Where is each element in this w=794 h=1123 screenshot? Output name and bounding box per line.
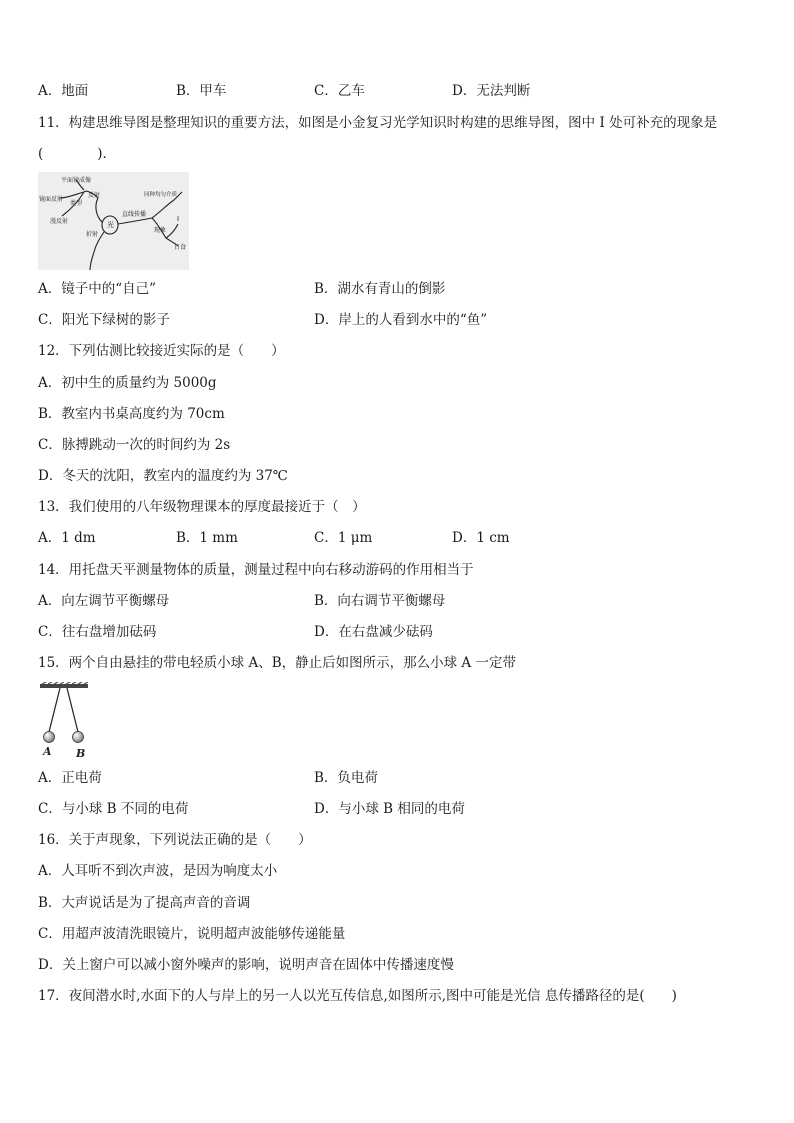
q12-option-a: A．初中生的质量约为 5000g bbox=[38, 375, 217, 391]
q13-option-d: D．1 cm bbox=[452, 530, 510, 546]
q11-blank: ( )． bbox=[38, 146, 117, 162]
charged-balls-diagram bbox=[38, 682, 90, 760]
q13-option-a: A．1 dm bbox=[38, 530, 96, 546]
q15-pendulum-figure bbox=[38, 682, 90, 760]
q11-option-a: A．镜子中的“自己” bbox=[38, 281, 157, 297]
mindmap-label: 直线传播 bbox=[122, 211, 147, 218]
q11-stem: 11．构建思维导图是整理知识的重要方法，如图是小金复习光学知识时构建的思维导图，图中 I 处可补充的现象是 bbox=[38, 115, 718, 131]
q16-option-a: A．人耳听不到次声波，是因为响度太小 bbox=[38, 863, 278, 879]
q13-stem: 13．我们使用的八年级物理课本的厚度最接近于（ ） bbox=[38, 499, 366, 515]
q15-option-a: A．正电荷 bbox=[38, 770, 102, 786]
mindmap-label: 类型 bbox=[70, 200, 83, 207]
q14-option-d: D．在右盘减少砝码 bbox=[314, 624, 433, 640]
mindmap-label: 镜面反射 bbox=[39, 196, 64, 203]
q11-mindmap-figure bbox=[38, 172, 189, 270]
q16-option-c: C．用超声波清洗眼镜片，说明超声波能够传递能量 bbox=[38, 926, 346, 942]
q16-option-d: D．关上窗户可以减小窗外噪声的影响，说明声音在固体中传播速度慢 bbox=[38, 957, 454, 973]
q12-stem: 12．下列估测比较接近实际的是（ ） bbox=[38, 343, 285, 359]
q13-option-c: C．1 μm bbox=[314, 530, 373, 546]
q15-option-c: C．与小球 B 不同的电荷 bbox=[38, 801, 189, 817]
q13-option-b: B．1 mm bbox=[176, 530, 238, 546]
q10-option-a: A．地面 bbox=[38, 83, 89, 99]
mindmap-label: 平面镜成像 bbox=[61, 177, 92, 184]
q12-option-b: B．教室内书桌高度约为 70cm bbox=[38, 406, 225, 422]
mindmap-label: 光 bbox=[107, 221, 114, 229]
q12-option-c: C．脉搏跳动一次的时间约为 2s bbox=[38, 437, 231, 453]
q10-option-b: B．甲车 bbox=[176, 83, 227, 99]
mindmap-label: I bbox=[177, 215, 180, 223]
q12-option-d: D．冬天的沈阳，教室内的温度约为 37℃ bbox=[38, 468, 288, 484]
q14-option-a: A．向左调节平衡螺母 bbox=[38, 593, 170, 609]
ball-b bbox=[73, 732, 84, 743]
q15-stem: 15．两个自由悬挂的带电轻质小球 A、B，静止后如图所示，那么小球 A 一定带 bbox=[38, 655, 516, 671]
ball-a bbox=[44, 732, 55, 743]
q10-option-c: C．乙车 bbox=[314, 83, 365, 99]
q15-option-d: D．与小球 B 相同的电荷 bbox=[314, 801, 465, 817]
thread-a bbox=[49, 688, 60, 732]
q10-option-d: D．无法判断 bbox=[452, 83, 531, 99]
q11-option-d: D．岸上的人看到水中的“鱼” bbox=[314, 312, 488, 328]
q11-option-c: C．阳光下绿树的影子 bbox=[38, 312, 170, 328]
label-a: A bbox=[43, 745, 52, 758]
mindmap-label: 反射 bbox=[88, 192, 101, 199]
q14-stem: 14．用托盘天平测量物体的质量，测量过程中向右移动游码的作用相当于 bbox=[38, 562, 474, 578]
ceiling-bar bbox=[40, 684, 88, 688]
mindmap-diagram bbox=[38, 172, 189, 270]
q16-stem: 16．关于声现象，下列说法正确的是（ ） bbox=[38, 832, 312, 848]
mindmap-label: 漫反射 bbox=[50, 218, 69, 225]
q11-option-b: B．湖水有青山的倒影 bbox=[314, 281, 446, 297]
q15-option-b: B．负电荷 bbox=[314, 770, 378, 786]
q14-option-b: B．向右调节平衡螺母 bbox=[314, 593, 446, 609]
mindmap-label: 折射 bbox=[86, 231, 99, 238]
mindmap-label: 日食 bbox=[174, 244, 187, 251]
mindmap-label: 现象 bbox=[154, 227, 167, 234]
q17-stem: 17．夜间潜水时,水面下的人与岸上的另一人以光互传信息,如图所示,图中可能是光信 息传播路径的是( ) bbox=[38, 988, 677, 1004]
label-b: B bbox=[76, 747, 86, 760]
mindmap-label: 同种均匀介质 bbox=[144, 192, 178, 198]
thread-b bbox=[67, 688, 78, 732]
q16-option-b: B．大声说话是为了提高声音的音调 bbox=[38, 895, 251, 911]
q14-option-c: C．往右盘增加砝码 bbox=[38, 624, 157, 640]
